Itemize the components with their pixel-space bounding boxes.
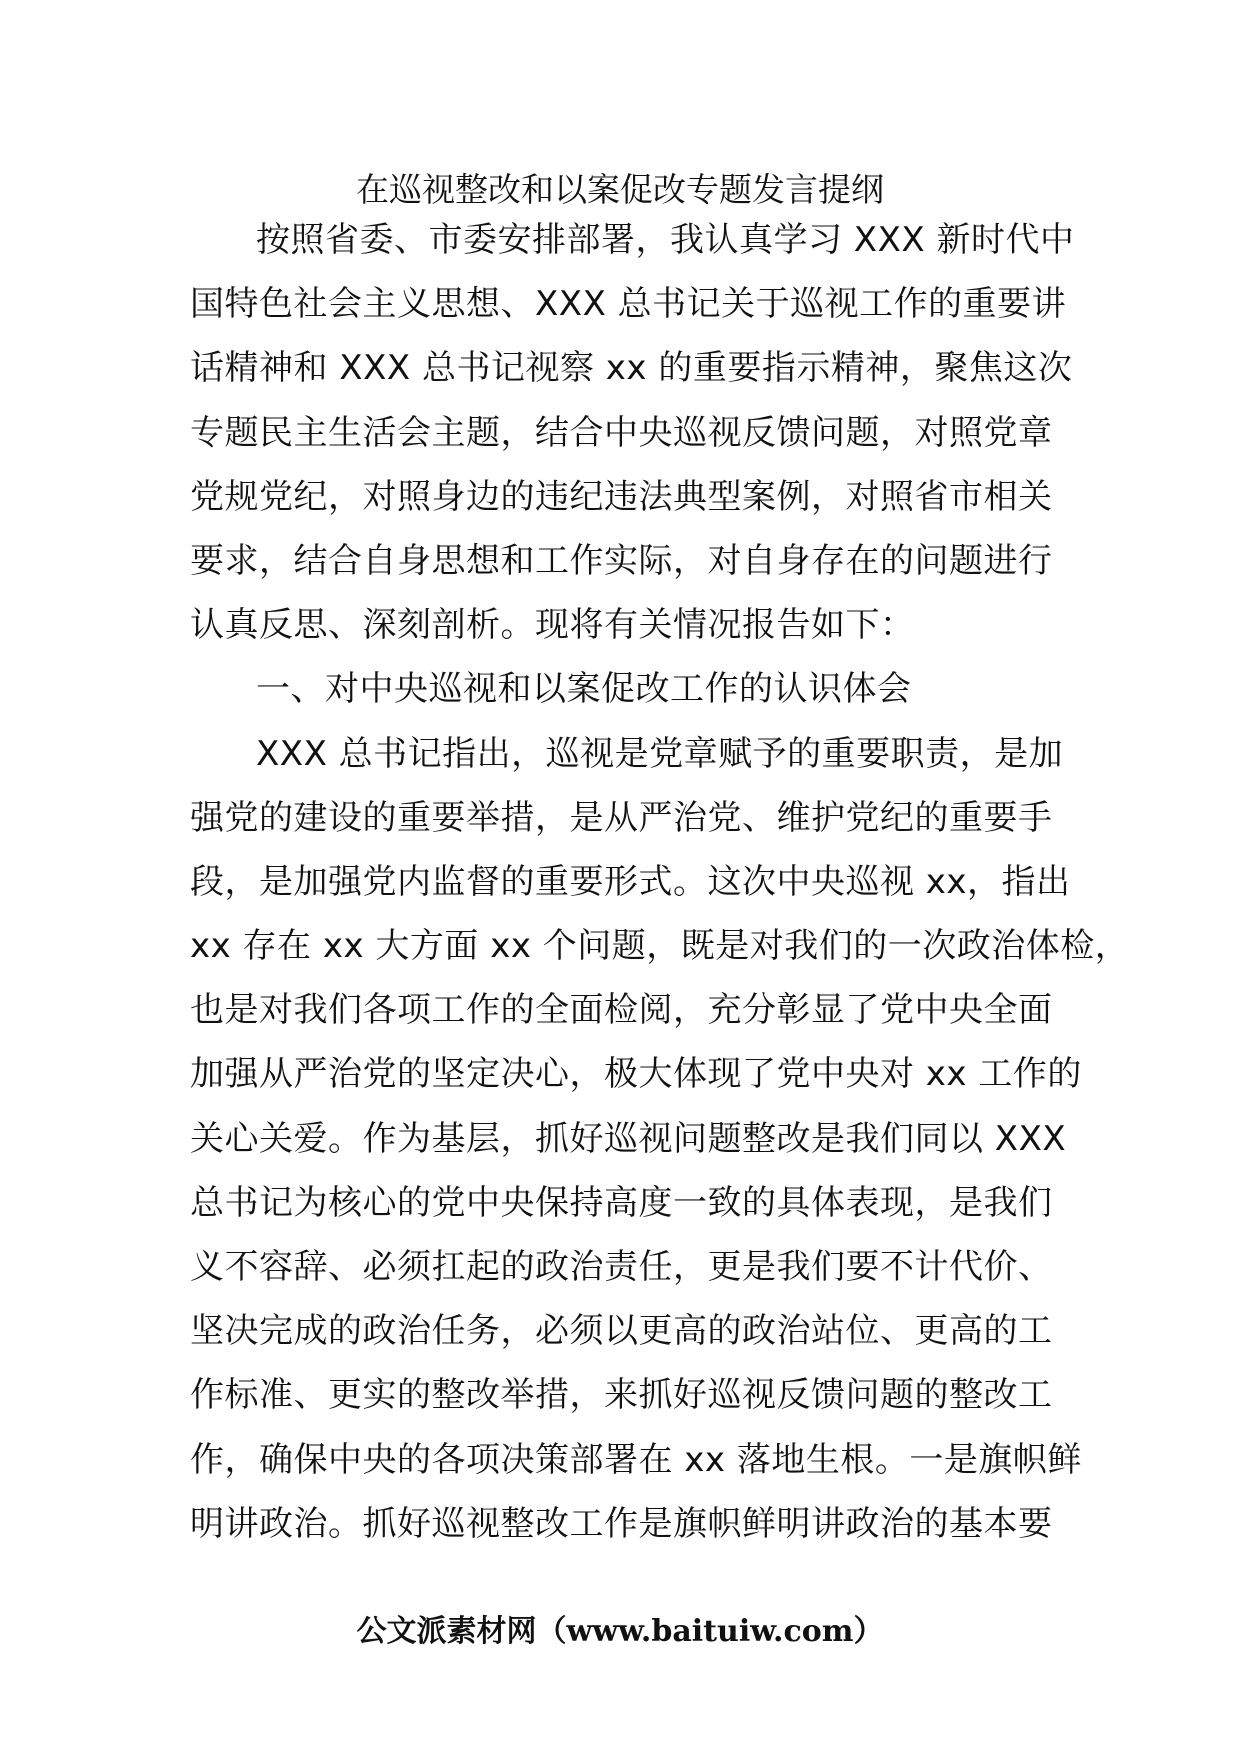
paragraph-line: 要求，结合自身思想和工作实际，对自身存在的问题进行	[190, 540, 1053, 581]
paragraph-line: 坚决完成的政治任务，必须以更高的政治站位、更高的工	[190, 1311, 1053, 1352]
document-title: 在巡视整改和以案促改专题发言提纲	[356, 170, 884, 209]
paragraph-line: 义不容辞、必须扛起的政治责任，更是我们要不计代价、	[190, 1247, 1053, 1287]
paragraph-line: 明讲政治。抓好巡视整改工作是旗帜鲜明讲政治的基本要	[190, 1503, 1053, 1544]
footer-watermark-text: 公文派素材网（www.baituiw.com）	[356, 1614, 884, 1649]
paragraph-line: 认真反思、深刻剖析。现将有关情况报告如下：	[190, 605, 915, 646]
paragraph-line: 作，确保中央的各项决策部署在 xx 落地生根。一是旗帜鲜	[190, 1439, 1082, 1480]
document-body	[190, 208, 1130, 1556]
paragraph-line: 作标准、更实的整改举措，来抓好巡视反馈问题的整改工	[190, 1375, 1053, 1416]
paragraph-line: 也是对我们各项工作的全面检阅，充分彰显了党中央全面	[190, 990, 1053, 1031]
paragraph-line: 专题民主生活会主题，结合中央巡视反馈问题，对照党章	[190, 412, 1053, 453]
paragraph-line: 强党的建设的重要举措，是从严治党、维护党纪的重要手	[190, 797, 1053, 838]
paragraph-line: 话精神和 XXX 总书记视察 xx 的重要指示精神，聚焦这次	[190, 348, 1073, 389]
paragraph-line: 按照省委、市委安排部署，我认真学习 XXX 新时代中	[256, 220, 1075, 260]
paragraph-line: 国特色社会主义思想、XXX 总书记关于巡视工作的重要讲	[190, 284, 1067, 325]
paragraph-line: xx 存在 xx 大方面 xx 个问题，既是对我们的一次政治体检，	[190, 926, 1130, 967]
paragraph-line: 总书记为核心的党中央保持高度一致的具体表现，是我们	[190, 1182, 1053, 1223]
section-heading: 一、对中央巡视和以案促改工作的认识体会	[256, 669, 912, 710]
paragraph-line: 加强从严治党的坚定决心，极大体现了党中央对 xx 工作的	[190, 1054, 1082, 1095]
paragraph-line: 段，是加强党内监督的重要形式。这次中央巡视 xx，指出	[190, 861, 1071, 902]
paragraph-line: 党规党纪，对照身边的违纪违法典型案例，对照省市相关	[190, 476, 1053, 517]
paragraph-line: XXX 总书记指出，巡视是党章赋予的重要职责，是加	[256, 733, 1064, 774]
paragraph-line: 关心关爱。作为基层，抓好巡视问题整改是我们同以 XXX	[190, 1118, 1067, 1159]
